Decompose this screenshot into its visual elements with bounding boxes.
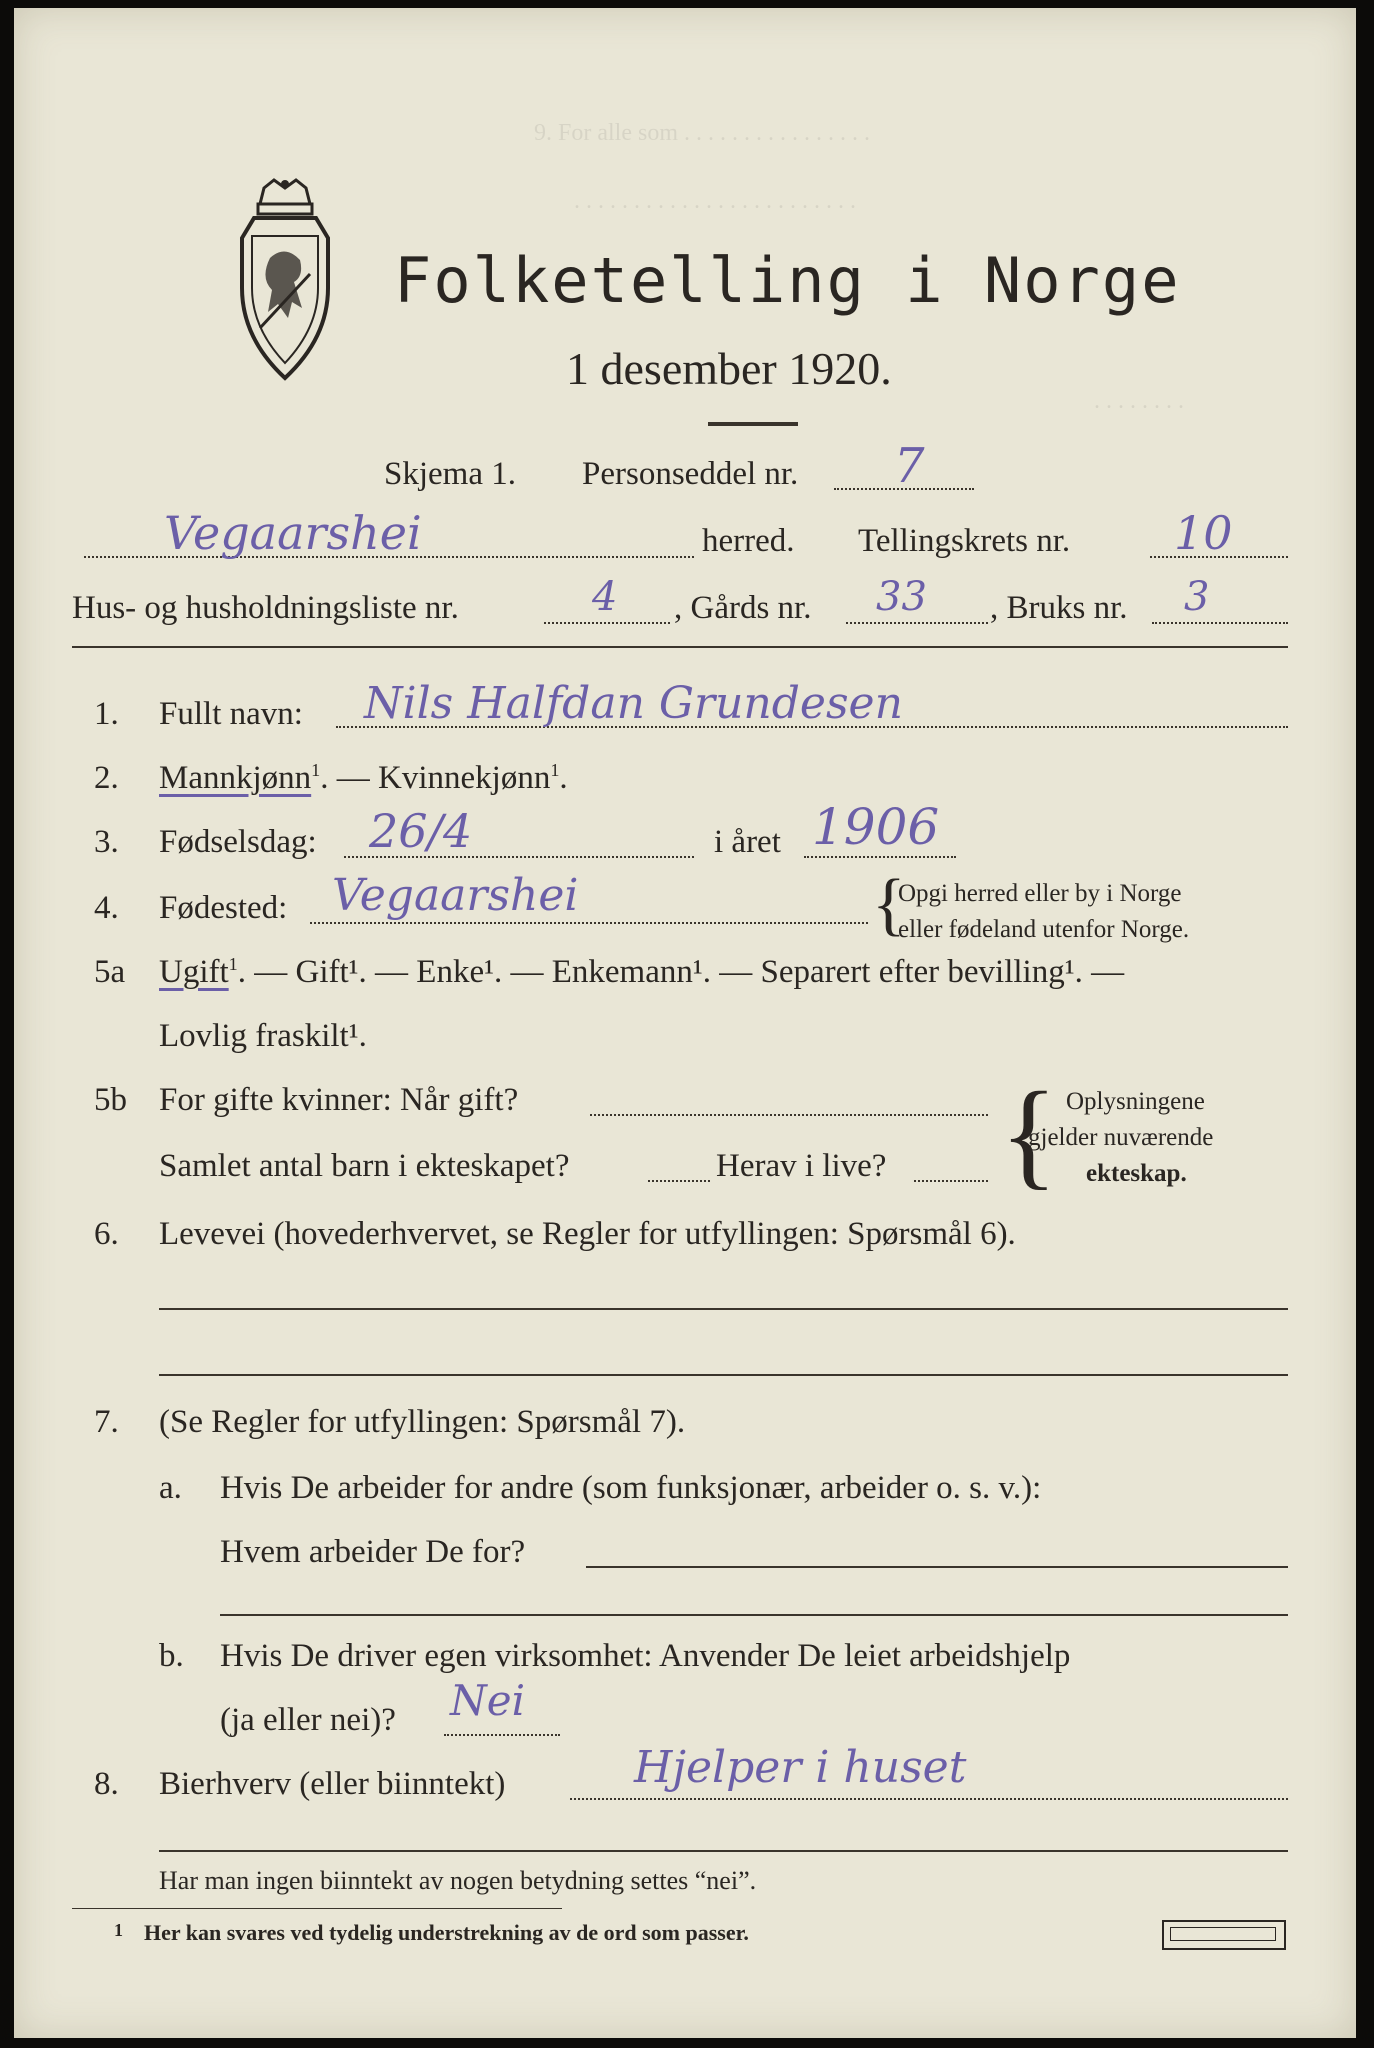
unmarried-option[interactable]: Ugift — [159, 954, 229, 990]
marriage-note-line3: ekteskap. — [1086, 1160, 1187, 1187]
q7b-letter: b. — [159, 1638, 184, 1674]
birthplace-note-brace: { — [872, 866, 906, 943]
birth-year-label: i året — [714, 824, 781, 860]
birthplace-label: Fødested: — [159, 890, 288, 926]
q7b-text: Hvis De driver egen virksomhet: Anvender De leiet arbeidshjelp — [220, 1638, 1071, 1674]
bleed-through-text: . . . . . . . . — [1094, 388, 1184, 414]
title-divider — [708, 422, 798, 426]
herred-value[interactable]: Vegaarshei — [164, 506, 422, 560]
birthplace-value[interactable]: Vegaarshei — [332, 870, 579, 921]
children-alive-line — [914, 1180, 988, 1182]
employer-line-2[interactable] — [220, 1614, 1288, 1616]
sex-line: Mannkjønn$^1$. — Kvinnekjønn$^1$. — [159, 760, 568, 796]
birthday-value[interactable]: 26/4 — [369, 804, 473, 858]
q7a-letter: a. — [159, 1470, 182, 1506]
marriage-note-line2: gjelder nuværende — [1028, 1124, 1214, 1151]
birthplace-note-line1: Opgi herred eller by i Norge — [898, 880, 1182, 907]
footnote-rule — [72, 1908, 562, 1909]
marriage-note-line1: Oplysningene — [1066, 1088, 1205, 1115]
divorced-option[interactable]: Lovlig fraskilt¹. — [159, 1018, 367, 1054]
gards-label: , Gårds nr. — [674, 590, 812, 626]
printer-stamp-icon — [1162, 1920, 1286, 1950]
birth-year-line — [804, 856, 956, 858]
coat-of-arms-icon — [230, 178, 340, 388]
female-option[interactable]: Kvinnekjønn — [378, 760, 551, 796]
bruks-value[interactable]: 3 — [1184, 574, 1210, 620]
occupation-line-2[interactable] — [159, 1374, 1288, 1376]
q8-number: 8. — [94, 1766, 119, 1802]
personseddel-value[interactable]: 7 — [894, 438, 925, 494]
q7a-text: Hvis De arbeider for andre (som funksjonær, arbeider o. s. v.): — [220, 1470, 1042, 1506]
husliste-label: Hus- og husholdningsliste nr. — [72, 590, 459, 626]
hired-help-value[interactable]: Nei — [450, 1676, 526, 1725]
no-income-note: Har man ingen biinntekt av nogen betydning settes “nei”. — [159, 1866, 757, 1895]
side-income-line — [570, 1798, 1288, 1800]
skjema-label: Skjema 1. — [384, 456, 516, 492]
herred-label: herred. — [702, 523, 795, 559]
children-alive-label: Herav i live? — [716, 1148, 887, 1184]
occupation-label: Levevei (hovederhvervet, se Regler for utfyllingen: Spørsmål 6). — [159, 1216, 1016, 1252]
birthplace-note-line2: eller fødeland utenfor Norge. — [898, 916, 1190, 943]
children-count-label: Samlet antal barn i ekteskapet? — [159, 1148, 570, 1184]
q5a-number: 5a — [94, 954, 126, 990]
married-women-label: For gifte kvinner: Når gift? — [159, 1082, 519, 1118]
occupation-line-1[interactable] — [159, 1308, 1288, 1310]
birthday-label: Fødselsdag: — [159, 824, 317, 860]
hired-help-label: (ja eller nei)? — [220, 1702, 396, 1738]
footnote-mark: 1 — [114, 1920, 123, 1940]
footnote-text: Her kan svares ved tydelig understrekning av de ord som passer. — [144, 1920, 749, 1945]
q4-number: 4. — [94, 890, 119, 926]
employer-line[interactable] — [586, 1566, 1288, 1568]
husliste-value[interactable]: 4 — [592, 574, 618, 620]
tellingskrets-value[interactable]: 10 — [1174, 506, 1233, 560]
birth-year-value[interactable]: 1906 — [812, 798, 940, 856]
personseddel-label: Personseddel nr. — [582, 456, 799, 492]
q7-number: 7. — [94, 1404, 119, 1440]
bruks-line — [1152, 622, 1288, 624]
marriage-note-brace: { — [1000, 1067, 1058, 1200]
census-form-sheet — [14, 8, 1356, 2038]
husliste-line — [544, 622, 670, 624]
married-when-line — [590, 1114, 988, 1116]
side-income-label: Bierhverv (eller biinntekt) — [159, 1766, 506, 1802]
gards-value[interactable]: 33 — [876, 574, 927, 620]
q5b-number: 5b — [94, 1082, 127, 1118]
birthplace-line — [310, 922, 868, 924]
marital-status-line: Ugift$^1$. — Gift¹. — Enke¹. — Enkemann¹. — Separert efter bevilling¹. — — [159, 954, 1125, 990]
q3-number: 3. — [94, 824, 119, 860]
children-count-line — [648, 1180, 710, 1182]
bruks-label: , Bruks nr. — [990, 590, 1128, 626]
q1-number: 1. — [94, 696, 119, 732]
male-option[interactable]: Mannkjønn — [159, 760, 312, 796]
full-name-label: Fullt navn: — [159, 696, 303, 732]
hired-help-line — [444, 1734, 560, 1736]
side-income-value[interactable]: Hjelper i huset — [634, 1742, 967, 1793]
employer-label: Hvem arbeider De for? — [220, 1534, 526, 1570]
q2-number: 2. — [94, 760, 119, 796]
full-name-value[interactable]: Nils Halfdan Grundesen — [364, 678, 903, 729]
side-income-line-2[interactable] — [159, 1850, 1288, 1852]
q7-label: (Se Regler for utfyllingen: Spørsmål 7). — [159, 1404, 686, 1440]
q6-number: 6. — [94, 1216, 119, 1252]
gards-line — [846, 622, 988, 624]
header-rule — [72, 646, 1288, 648]
form-date: 1 desember 1920. — [566, 343, 892, 394]
bleed-through-text: 9. For alle som . . . . . . . . . . . . . . . . — [534, 120, 870, 146]
bleed-through-text: . . . . . . . . . . . . . . . . . . . . . . . . — [574, 188, 856, 214]
tellingskrets-label: Tellingskrets nr. — [858, 523, 1071, 559]
form-title: Folketelling i Norge — [394, 244, 1181, 317]
